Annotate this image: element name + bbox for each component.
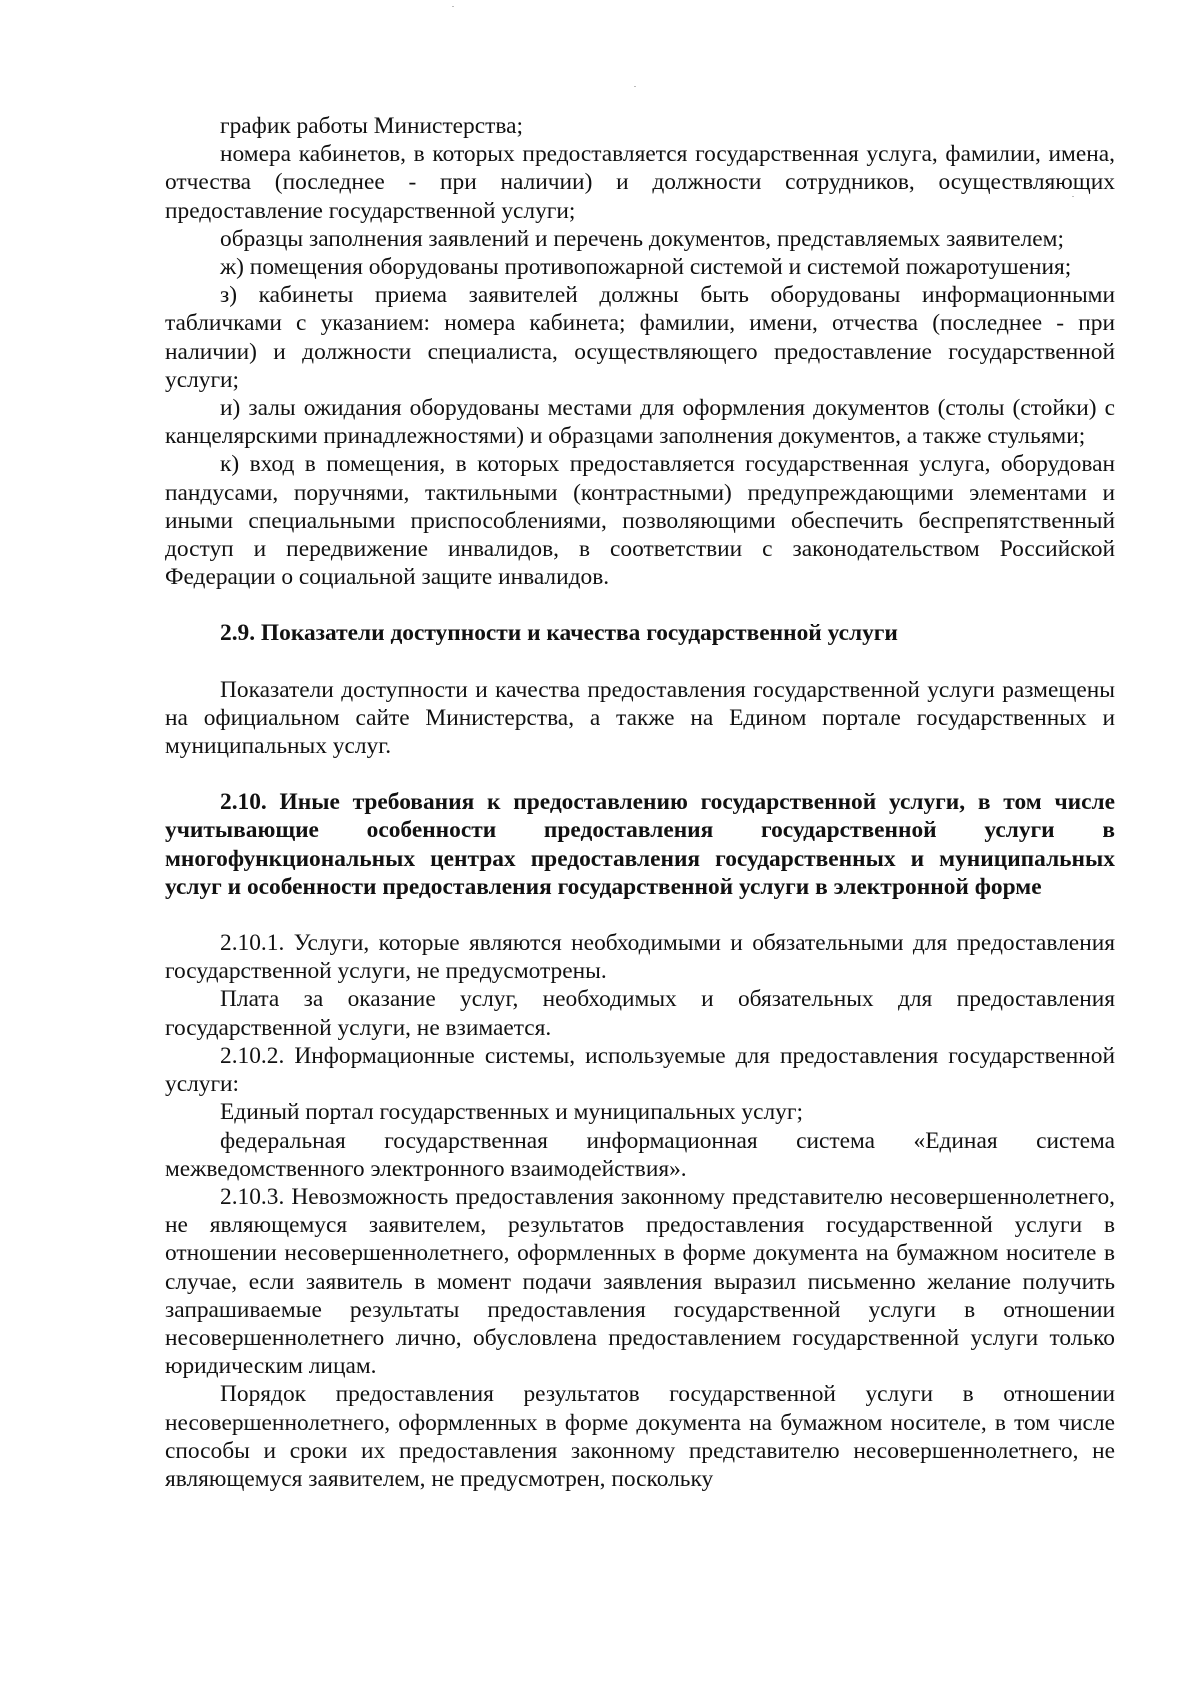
paragraph: к) вход в помещения, в которых предоставляется государственная услуга, оборудован пандусами, поручнями, тактильными (контрастными) предупреждающими элементами и иными специальными приспособлениями, позволяющими обеспечить беспрепятственный доступ и передвижение инвалидов, в соответствии с законодательством Российской Федерации о социальной защите инвалидов.	[165, 451, 1115, 591]
section-heading-2-9: 2.9. Показатели доступности и качества государственной услуги	[220, 620, 898, 647]
paragraph: Показатели доступности и качества предоставления государственной услуги размещены на официальном сайте Министерства, а также на Едином портале государственных и муниципальных услуг.	[165, 676, 1115, 760]
paragraph: образцы заполнения заявлений и перечень документов, представляемых заявителем;	[220, 225, 1064, 252]
paragraph: график работы Министерства;	[220, 113, 523, 139]
paragraph: Порядок предоставления результатов государственной услуги в отношении несовершеннолетнего, оформленных в форме документа на бумажном носителе, в том числе способы и сроки их предоставления законному представителю несовершеннолетнего, не являющемуся заявителем, не предусмотрен, поскольку	[165, 1381, 1115, 1492]
scan-speck	[634, 86, 636, 87]
spacer	[165, 760, 1115, 788]
spacer	[165, 901, 1115, 929]
spacer	[165, 591, 1115, 619]
paragraph: 2.10.1. Услуги, которые являются необходимыми и обязательными для предоставления государственной услуги, не предусмотрены.	[165, 930, 1115, 985]
paragraph: Плата за оказание услуг, необходимых и обязательных для предоставления государственной услуги, не взимается.	[165, 986, 1115, 1041]
paragraph: 2.10.3. Невозможность предоставления законному представителю несовершеннолетнего, не являющемуся заявителем, результатов предоставления государственной услуги в отношении несовершеннолетнего, оформленных в форме документа на бумажном носителе в случае, если заявитель в момент подачи заявления выразил письменно желание получить запрашиваемые результаты предоставления государственной услуги в отношении несовершеннолетнего лично, обусловлена предоставлением государственной услуги только юридическим лицам.	[165, 1183, 1115, 1380]
paragraph: 2.10.2. Информационные системы, используемые для предоставления государственной услуги:	[165, 1042, 1115, 1098]
document-body	[165, 112, 1115, 1493]
scan-speck	[452, 6, 454, 7]
section-heading-2-10: 2.10. Иные требования к предоставлению государственной услуги, в том числе учитывающие особенности предоставления государственной услуги в многофункциональных центрах предоставления государственных и муниципальных услуг и особенности предоставления государственной услуги в электронной форме	[165, 789, 1115, 900]
paragraph: ж) помещения оборудованы противопожарной системой и системой пожаротушения;	[220, 254, 1072, 281]
paragraph: Единый портал государственных и муниципальных услуг;	[220, 1099, 803, 1126]
paragraph: з) кабинеты приема заявителей должны быть оборудованы информационными табличками с указанием: номера кабинета; фамилии, имени, отчества (последнее - при наличии) и должности специалиста, осуществляющего предоставление государственной услуги;	[165, 282, 1115, 393]
paragraph: номера кабинетов, в которых предоставляется государственная услуга, фамилии, имена, отчества (последнее - при наличии) и должности сотрудников, осуществляющих предоставление государственной услуги;	[165, 141, 1115, 224]
spacer	[165, 648, 1115, 676]
paragraph: федеральная государственная информационная система «Единая система межведомственного электронного взаимодействия».	[165, 1127, 1115, 1182]
paragraph: и) залы ожидания оборудованы местами для оформления документов (столы (стойки) с канцелярскими принадлежностями) и образцами заполнения документов, а также стульями;	[165, 395, 1115, 450]
